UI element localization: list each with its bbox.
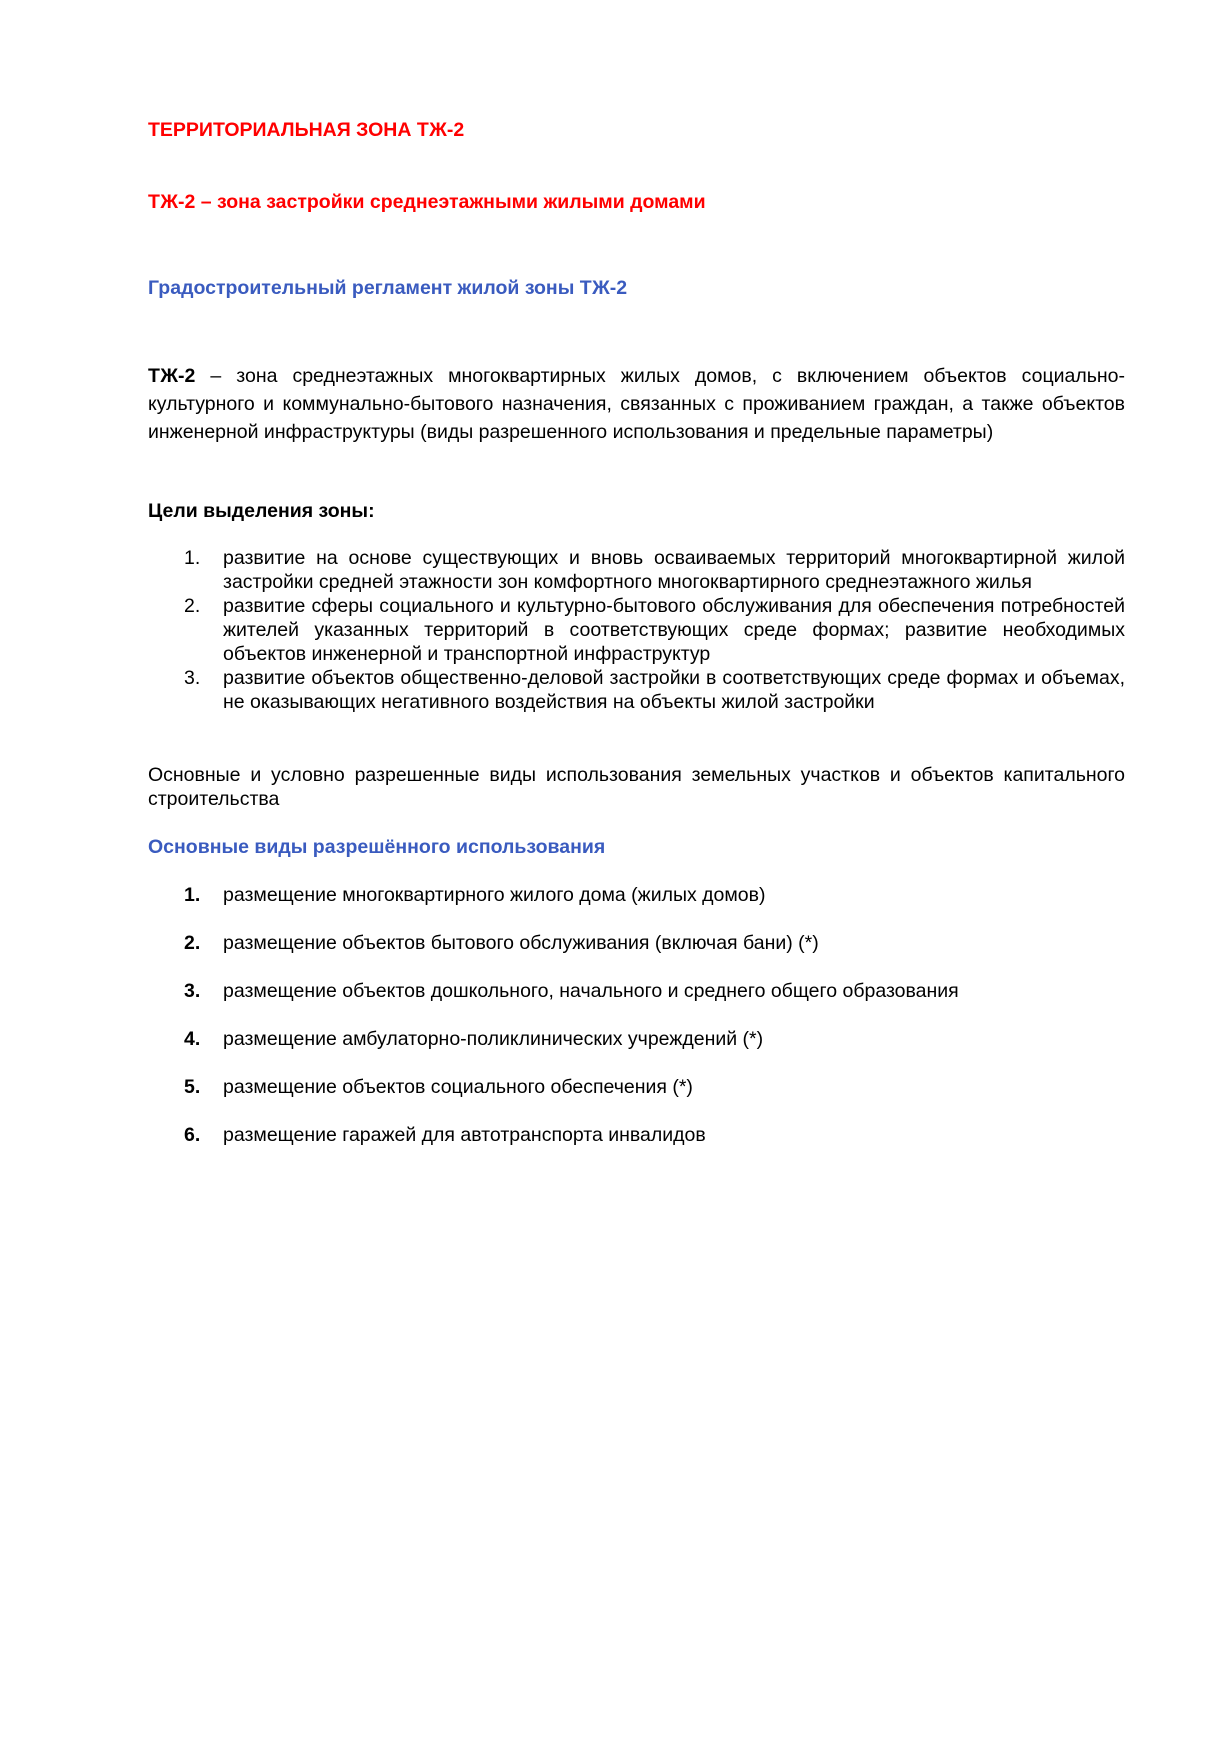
- use-text: размещение гаражей для автотранспорта инвалидов: [223, 1124, 706, 1146]
- use-number: 4.: [184, 1028, 201, 1050]
- use-text: размещение объектов социального обеспечения (*): [223, 1076, 693, 1098]
- zone-subtitle: ТЖ-2 – зона застройки среднеэтажными жилыми домами: [148, 191, 706, 213]
- use-number: 3.: [184, 980, 201, 1002]
- goal-text: развитие на основе существующих и вновь осваиваемых территорий многоквартирной жилой застройки средней этажности зон комфортного многоквартирного среднеэтажного жилья: [223, 547, 1125, 593]
- use-text: размещение объектов бытового обслуживания (включая бани) (*): [223, 932, 819, 954]
- main-uses-list: [148, 883, 959, 1171]
- use-text: размещение многоквартирного жилого дома (жилых домов): [223, 884, 766, 906]
- goals-title: Цели выделения зоны:: [148, 500, 375, 522]
- use-item: [148, 979, 959, 1027]
- goal-item: [148, 546, 1125, 594]
- use-text: размещение объектов дошкольного, начального и среднего общего образования: [223, 980, 959, 1002]
- goal-number: 2.: [184, 595, 201, 617]
- goal-text: развитие объектов общественно-деловой застройки в соответствующих среде формах и объемах, не оказывающих негативного воздействия на объекты жилой застройки: [223, 667, 1125, 713]
- zone-description-text: – зона среднеэтажных многоквартирных жилых домов, с включением объектов социально-культурного и коммунально-бытового назначения, связанных с проживанием граждан, а также объектов инженерной инфраструктуры (виды разрешенного использования и предельные параметры): [148, 365, 1125, 443]
- uses-intro: Основные и условно разрешенные виды использования земельных участков и объектов капитального строительства: [148, 764, 1125, 810]
- use-text: размещение амбулаторно-поликлинических учреждений (*): [223, 1028, 764, 1050]
- zone-code: ТЖ-2: [148, 365, 196, 387]
- goals-list: [148, 546, 1125, 714]
- zone-description: [148, 362, 1125, 446]
- use-item: [148, 1027, 959, 1075]
- use-number: 5.: [184, 1076, 201, 1098]
- regulation-heading: Градостроительный регламент жилой зоны ТЖ-2: [148, 277, 628, 299]
- goal-text: развитие сферы социального и культурно-бытового обслуживания для обеспечения потребностей жителей указанных территорий в соответствующих среде формах; развитие необходимых объектов инженерной и транспортной инфраструктур: [223, 595, 1125, 665]
- goal-item: [148, 666, 1125, 714]
- page-title: ТЕРРИТОРИАЛЬНАЯ ЗОНА ТЖ-2: [148, 119, 465, 141]
- goal-item: [148, 594, 1125, 666]
- main-uses-heading: Основные виды разрешённого использования: [148, 836, 606, 858]
- use-item: [148, 1123, 959, 1171]
- goal-number: 1.: [184, 547, 201, 569]
- use-number: 1.: [184, 884, 201, 906]
- use-item: [148, 883, 959, 931]
- use-number: 6.: [184, 1124, 201, 1146]
- use-number: 2.: [184, 932, 201, 954]
- use-item: [148, 1075, 959, 1123]
- use-item: [148, 931, 959, 979]
- goal-number: 3.: [184, 667, 201, 689]
